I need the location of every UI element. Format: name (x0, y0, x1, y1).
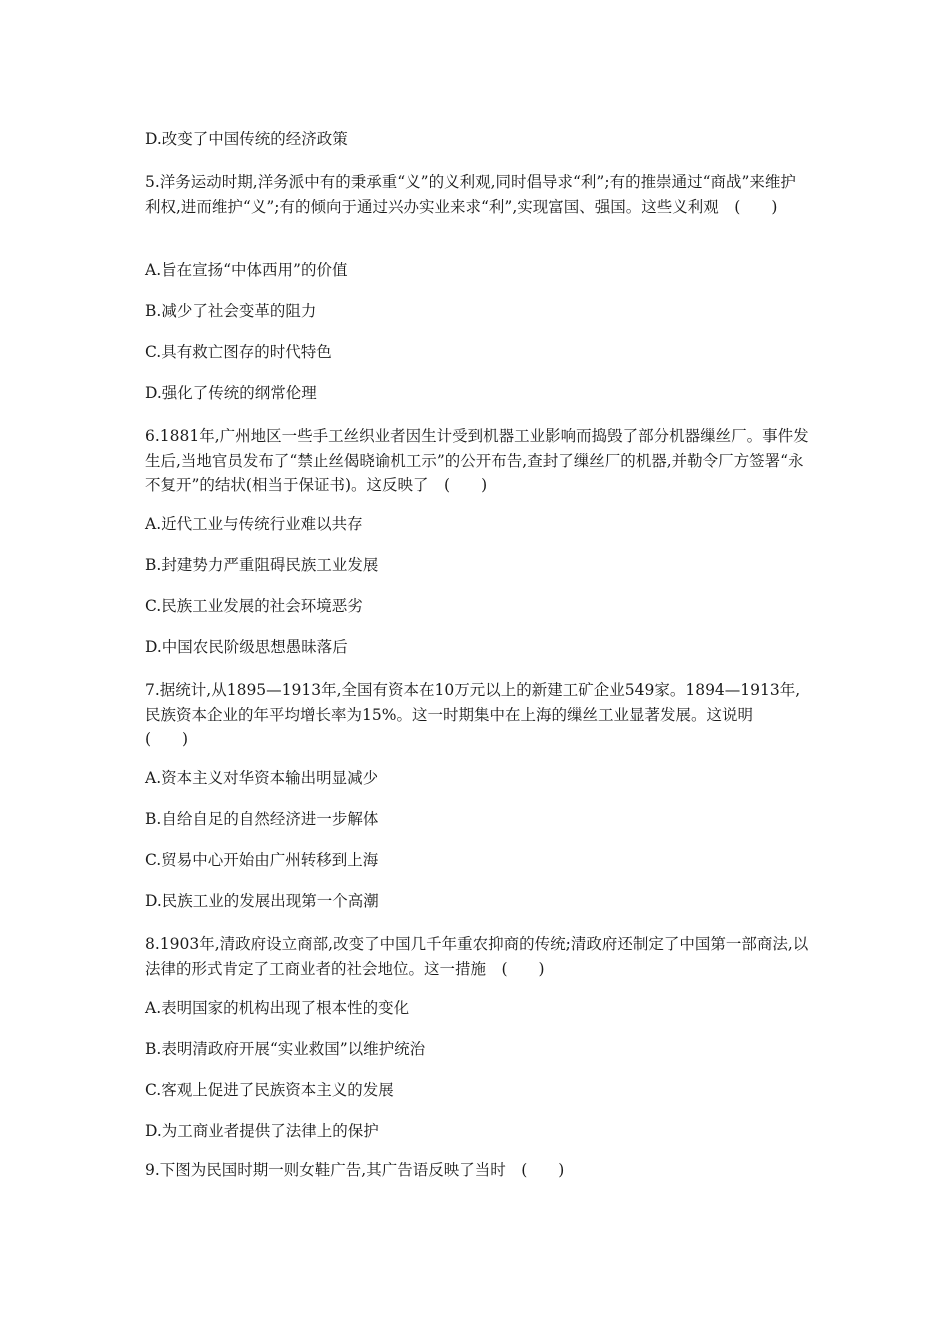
q7-option-a: A.资本主义对华资本输出明显减少 (145, 769, 379, 787)
q8-option-d: D.为工商业者提供了法律上的保护 (145, 1122, 379, 1140)
q7-option-c: C.贸易中心开始由广州转移到上海 (145, 851, 379, 869)
q5-option-c: C.具有救亡图存的时代特色 (145, 343, 332, 361)
q6-option-a: A.近代工业与传统行业难以共存 (145, 515, 363, 533)
q8-option-a: A.表明国家的机构出现了根本性的变化 (145, 999, 410, 1017)
q6-stem: 6.1881年,广州地区一些手工丝织业者因生计受到机器工业影响而捣毁了部分机器缫丝厂。事件发生后,当地官员发布了“禁止丝偈晓谕机工示”的公开布告,查封了缫丝厂的机器,并勒令厂方签署“永不复开”的结状(相当于保证书)。这反映了 ( ) (145, 427, 809, 494)
q4-option-d: D.改变了中国传统的经济政策 (145, 130, 348, 148)
q5-stem: 5.洋务运动时期,洋务派中有的秉承重“义”的义利观,同时倡导求“利”;有的推崇通过“商战”来维护利权,进而维护“义”;有的倾向于通过兴办实业来求“利”,实现富国、强国。这些义利观 ( ) (145, 173, 796, 216)
q8-option-b: B.表明清政府开展“实业救国”以维护统治 (145, 1040, 426, 1058)
q7-option-b: B.自给自足的自然经济进一步解体 (145, 810, 379, 828)
q6-option-d: D.中国农民阶级思想愚昧落后 (145, 638, 348, 656)
q5-option-d: D.强化了传统的纲常伦理 (145, 384, 317, 402)
q7-stem: 7.据统计,从1895—1913年,全国有资本在10万元以上的新建工矿企业549家。1894—1913年,民族资本企业的年平均增长率为15%。这一时期集中在上海的缫丝工业显著发展。这说明 ( ) (145, 681, 801, 748)
q6-option-c: C.民族工业发展的社会环境恶劣 (145, 597, 363, 615)
q5-option-a: A.旨在宣扬“中体西用”的价值 (145, 261, 348, 279)
q7-option-d: D.民族工业的发展出现第一个高潮 (145, 892, 379, 910)
q6-option-b: B.封建势力严重阻碍民族工业发展 (145, 556, 379, 574)
q8-stem: 8.1903年,清政府设立商部,改变了中国几千年重农抑商的传统;清政府还制定了中国第一部商法,以法律的形式肯定了工商业者的社会地位。这一措施 ( ) (145, 935, 809, 978)
q5-option-b: B.减少了社会变革的阻力 (145, 302, 317, 320)
q9-stem: 9.下图为民国时期一则女鞋广告,其广告语反映了当时 ( ) (145, 1161, 565, 1179)
q8-option-c: C.客观上促进了民族资本主义的发展 (145, 1081, 394, 1099)
